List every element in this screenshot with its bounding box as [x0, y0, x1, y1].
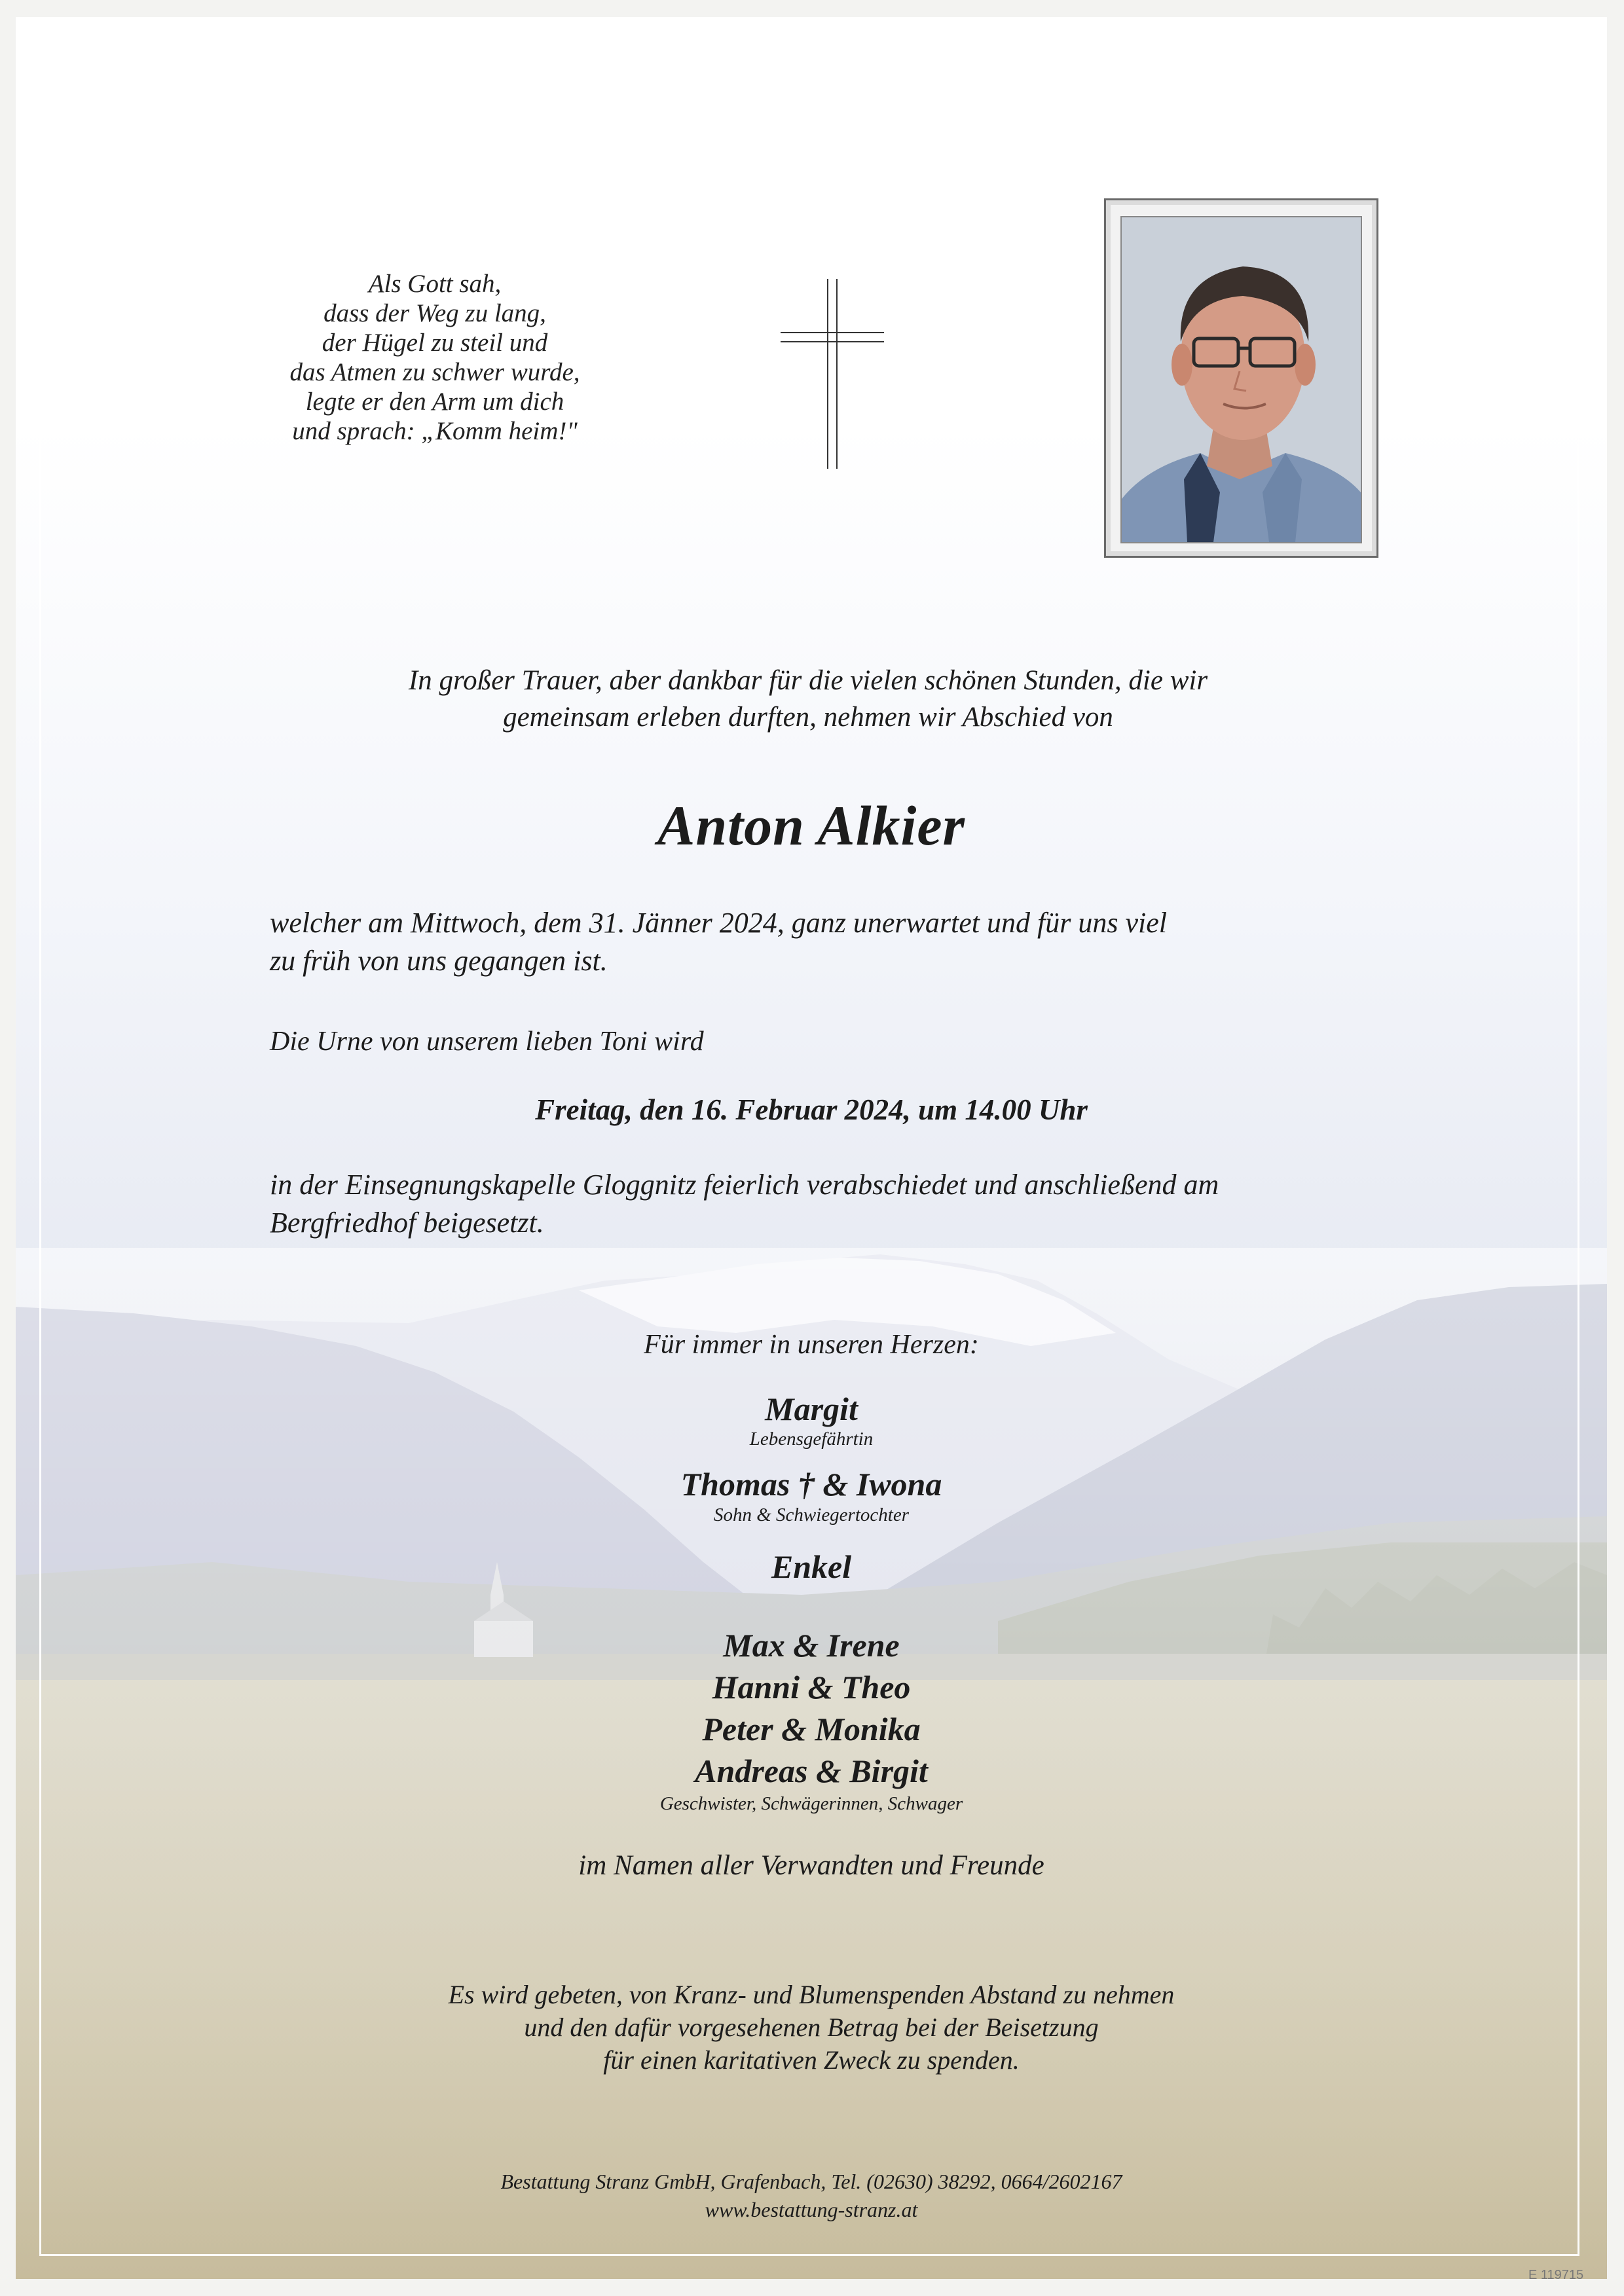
death-notice [270, 904, 1409, 980]
cross-icon [781, 279, 885, 469]
donation-request [278, 1978, 1345, 2077]
mourner-name: Max & Irene [723, 1627, 900, 1664]
intro-text [278, 663, 1338, 736]
poem-line: legte er den Arm um dich [305, 388, 564, 416]
portrait-image [1122, 217, 1361, 542]
obituary-card [16, 17, 1607, 2279]
mourner-role: Geschwister, Schwägerinnen, Schwager [659, 1793, 963, 1814]
poem-line: und sprach: „Komm heim!" [292, 417, 578, 445]
poem [251, 269, 618, 446]
death-line: zu früh von uns gegangen ist. [270, 945, 608, 977]
mourner-role: Sohn & Schwiegertochter [713, 1504, 909, 1525]
death-line: welcher am Mittwoch, dem 31. Jänner 2024, ganz unerwartet und für uns viel [270, 907, 1167, 939]
request-line: für einen karitativen Zweck zu spenden. [603, 2045, 1020, 2075]
deceased-name: Anton Alkier [657, 794, 965, 857]
mourner-name: Andreas & Birgit [695, 1753, 928, 1789]
poem-line: der Hügel zu steil und [322, 329, 548, 357]
print-code: E 119715 [1528, 2268, 1584, 2279]
poem-line: Als Gott sah, [368, 270, 502, 298]
ceremony-place [270, 1166, 1422, 1242]
place-line: Bergfriedhof beigesetzt. [270, 1207, 544, 1239]
mourner-name: Peter & Monika [702, 1711, 921, 1747]
mourner-name: Margit [765, 1391, 858, 1427]
mourner-name: Thomas † & Iwona [680, 1466, 942, 1503]
request-line: Es wird gebeten, von Kranz- und Blumenspenden Abstand zu nehmen [448, 1980, 1175, 2009]
funeral-home-info [278, 2168, 1345, 2224]
mourners-closing: im Namen aller Verwandten und Freunde [578, 1850, 1044, 1881]
poem-line: dass der Weg zu lang, [323, 299, 546, 327]
portrait-frame [1104, 198, 1378, 558]
mourners-heading: Für immer in unseren Herzen: [644, 1330, 979, 1360]
poem-line: das Atmen zu schwer wurde, [289, 358, 580, 386]
portrait-photo [1120, 216, 1362, 543]
grandchildren-heading: Enkel [771, 1548, 852, 1585]
intro-line: gemeinsam erleben durften, nehmen wir Abschied von [503, 702, 1113, 733]
request-line: und den dafür vorgesehenen Betrag bei der Beisetzung [524, 2013, 1099, 2042]
mourner-name: Hanni & Theo [712, 1669, 911, 1705]
place-line: in der Einsegnungskapelle Gloggnitz feierlich verabschiedet und anschließend am [270, 1169, 1219, 1201]
mourner-role: Lebensgefährtin [749, 1429, 874, 1449]
website-link[interactable]: www.bestattung-stranz.at [705, 2198, 918, 2221]
company-line: Bestattung Stranz GmbH, Grafenbach, Tel. (02630) 38292, 0664/2602167 [500, 2170, 1122, 2193]
urn-text: Die Urne von unserem lieben Toni wird [270, 1027, 704, 1057]
ceremony-date: Freitag, den 16. Februar 2024, um 14.00 Uhr [535, 1093, 1088, 1126]
intro-line: In großer Trauer, aber dankbar für die vielen schönen Stunden, die wir [408, 665, 1208, 696]
